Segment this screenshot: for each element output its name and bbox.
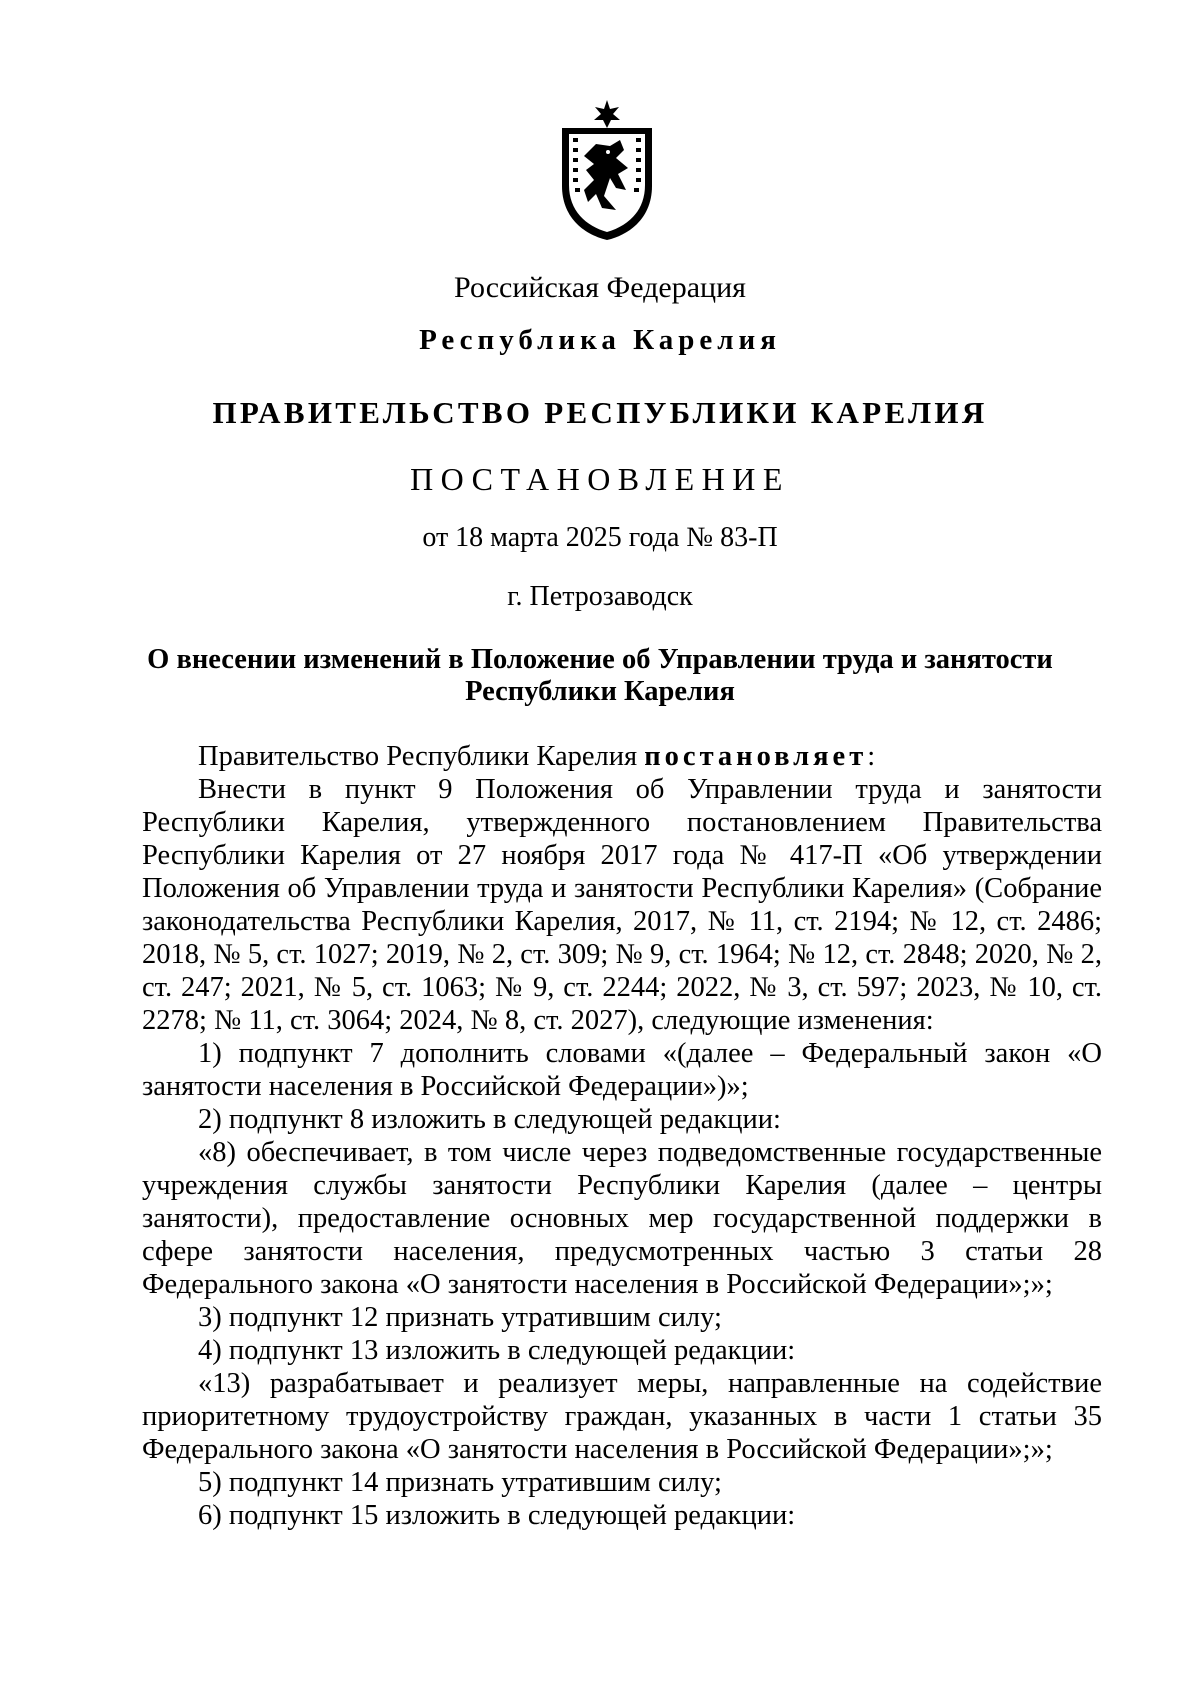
body-paragraph: 4) подпункт 13 изложить в следующей редакции: <box>198 1335 796 1366</box>
body-paragraph: 6) подпункт 15 изложить в следующей редакции: <box>198 1500 796 1531</box>
document-type: ПОСТАНОВЛЕНИЕ <box>410 461 790 497</box>
document-title <box>0 644 1200 708</box>
intro-paragraph <box>142 740 1102 773</box>
document-city: г. Петрозаводск <box>507 581 693 612</box>
intro-colon: : <box>867 741 876 772</box>
body-paragraph: 1) подпункт 7 дополнить словами «(далее – Федеральный закон «О занятости населения в Российской Федерации»)»; <box>142 1038 1102 1102</box>
body-paragraph: Внести в пункт 9 Положения об Управлении труда и занятости Республики Карелия, утвержденного постановлением Правительства Республики Карелия от 27 ноября 2017 года № 417-П «Об утверждении Положения об Управлении труда и занятости Республики Карелия» (Собрание законодательства Республики Карелия, 2017, № 11, ст. 2194; № 12, ст. 2486; 2018, № 5, ст. 1027; 2019, № 2, ст. 309; № 9, ст. 1964; № 12, ст. 2848; 2020, № 2, ст. 247; 2021, № 5, ст. 1063; № 9, ст. 2244; 2022, № 3, ст. 597; 2023, № 10, ст. 2278; № 11, ст. 3064; 2024, № 8, ст. 2027), следующие изменения: <box>142 774 1102 1036</box>
document-date-number: от 18 марта 2025 года № 83-П <box>422 522 778 553</box>
republic-name: Республика Карелия <box>419 324 781 356</box>
government-name: ПРАВИТЕЛЬСТВО РЕСПУБЛИКИ КАРЕЛИЯ <box>212 395 988 430</box>
intro-keyword: постановляет <box>644 741 868 772</box>
coat-of-arms-emblem <box>554 98 660 242</box>
document-title-line: Республики Карелия <box>465 676 735 707</box>
body-paragraph: «8) обеспечивает, в том числе через подведомственные государственные учреждения службы занятости Республики Карелия (далее – центры занятости), предоставление основных мер государственной поддержки в сфере занятости населения, предусмотренных частью 3 статьи 28 Федерального закона «О занятости населения в Российской Федерации»;»; <box>142 1137 1102 1300</box>
country-name: Российская Федерация <box>454 271 746 304</box>
body-paragraph: 3) подпункт 12 признать утратившим силу; <box>198 1302 722 1333</box>
document-title-line: О внесении изменений в Положение об Управлении труда и занятости <box>147 644 1053 675</box>
body-paragraph: 2) подпункт 8 изложить в следующей редакции: <box>198 1104 781 1135</box>
intro-text: Правительство Республики Карелия <box>198 741 645 772</box>
document-body <box>142 740 1102 1532</box>
body-paragraph: 5) подпункт 14 признать утратившим силу; <box>198 1467 722 1498</box>
body-paragraph: «13) разрабатывает и реализует меры, направленные на содействие приоритетному трудоустройству граждан, указанных в части 1 статьи 35 Федерального закона «О занятости населения в Российской Федерации»;»; <box>142 1368 1102 1465</box>
